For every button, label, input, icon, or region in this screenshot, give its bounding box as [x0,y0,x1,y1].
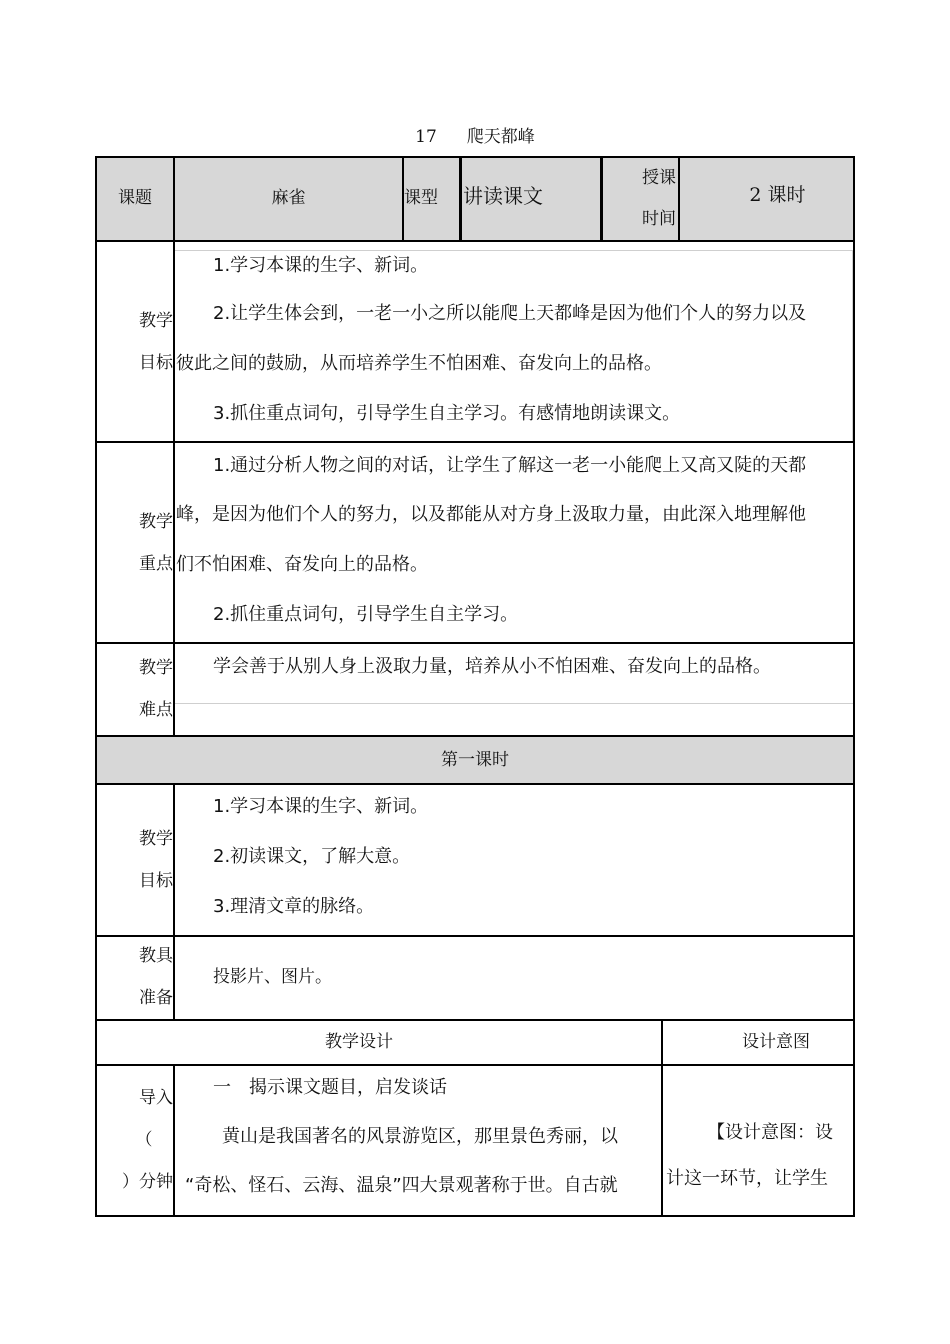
key-line: 峰，是因为他们个人的努力，以及都能从对方身上汲取力量，由此深入地理解他 [176,504,806,525]
key-label-2: 重点 [139,554,173,574]
goal-line: 彼此之间的鼓励，从而培养学生不怕困难、奋发向上的品格。 [176,353,662,374]
intro-line: 黄山是我国著名的风景游览区，那里景色秀丽，以 [222,1126,618,1147]
label-type: 课型 [404,188,438,208]
tools-label-2: 准备 [139,988,173,1008]
lesson-heading: 第一课时 [441,750,509,770]
lesson-goals-label-1: 教学 [139,829,173,849]
design-header: 教学设计 [325,1032,393,1052]
table-border [173,156,175,736]
table-border [95,642,855,644]
intent-line: 计这一环节，让学生 [666,1168,828,1189]
intro-label-3: ）分钟 [122,1172,173,1192]
time-value: 2 课时 [749,184,806,206]
intro-title: 一 揭示课文题目，启发谈话 [213,1077,447,1098]
table-border [95,156,855,158]
intro-label-1: 导入 [139,1088,173,1108]
lesson-goal-line: 3.理清文章的脉络。 [213,896,375,917]
intent-line: 【设计意图：设 [707,1122,833,1143]
table-border [173,1064,175,1217]
lesson-goals-label-2: 目标 [139,871,173,891]
goal-line: 1.学习本课的生字、新词。 [213,255,429,276]
table-border [95,240,855,242]
goals-label-2: 目标 [139,353,173,373]
lesson-goal-line: 1.学习本课的生字、新词。 [213,796,429,817]
faint-border [175,250,853,251]
key-line: 们不怕困难、奋发向上的品格。 [176,554,428,575]
table-border [95,783,855,785]
table-border [95,1019,855,1021]
document-title [0,122,950,147]
intro-label-2: （ [135,1130,153,1150]
label-topic: 课题 [118,188,152,208]
table-border [95,441,855,443]
table-border [459,156,462,242]
table-border [95,1064,855,1066]
goals-label-1: 教学 [139,311,173,331]
table-border [853,156,855,1217]
tools-label-1: 教具 [139,946,173,966]
lesson-title: 爬天都峰 [466,127,535,147]
lesson-goal-line: 2.初读课文，了解大意。 [213,846,411,867]
table-border [95,735,855,737]
table-border [95,1215,855,1217]
faint-border [175,703,853,704]
label-time-2: 时间 [642,209,676,229]
goal-line: 2.让学生体会到，一老一小之所以能爬上天都峰是因为他们个人的努力以及 [213,303,807,324]
table-border [173,783,175,1021]
topic-value: 麻雀 [271,188,306,208]
key-line: 2.抓住重点词句，引导学生自主学习。 [213,604,519,625]
table-border [95,935,855,937]
label-time-1: 授课 [642,168,676,188]
intro-line: “奇松、怪石、云海、温泉”四大景观著称于世。自古就 [185,1175,618,1196]
difficulty-label-1: 教学 [139,658,173,678]
type-value: 讲读课文 [463,184,543,208]
intent-header: 设计意图 [742,1032,810,1052]
faint-border [852,250,853,441]
tools-line: 投影片、图片。 [213,967,332,987]
key-label-1: 教学 [139,512,173,532]
difficulty-line: 学会善于从别人身上汲取力量，培养从小不怕困难、奋发向上的品格。 [213,656,771,677]
goal-line: 3.抓住重点词句，引导学生自主学习。有感情地朗读课文。 [213,403,681,424]
difficulty-label-2: 难点 [139,700,173,720]
key-line: 1.通过分析人物之间的对话，让学生了解这一老一小能爬上又高又陡的天都 [213,455,807,476]
lesson-number: 17 [415,127,437,147]
